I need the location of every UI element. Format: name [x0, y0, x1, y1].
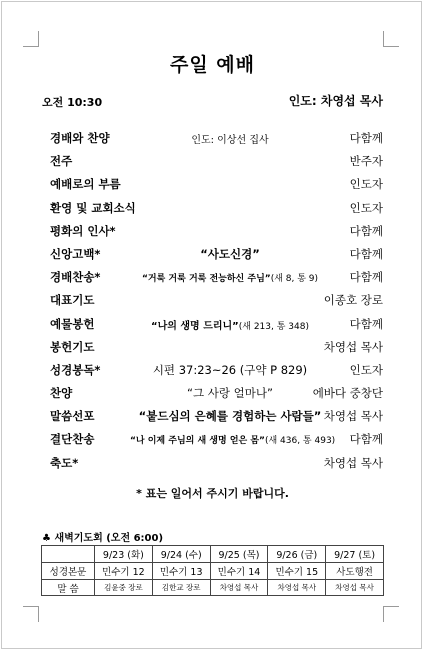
order-row [0, 150, 425, 173]
crop-mark-bottom-left [23, 606, 39, 622]
order-row [0, 173, 425, 196]
date-cell: 9/23 (화) [95, 546, 153, 563]
hymn-number: (새 213, 통 348) [238, 321, 309, 332]
order-item-name: 찬양 [50, 386, 73, 401]
crop-mark-top-left [23, 31, 39, 47]
order-item-leader: 다함께 [349, 131, 383, 145]
order-item-leader: 다함께 [349, 270, 383, 285]
order-row [0, 289, 425, 312]
date-cell: 9/25 (목) [210, 546, 268, 563]
order-item-name: 봉헌기도 [50, 339, 95, 354]
order-item-detail [130, 433, 336, 447]
date-cell: 9/27 (토) [326, 546, 384, 563]
order-of-worship [0, 127, 425, 475]
order-item-leader: 인도자 [349, 200, 383, 215]
order-row [0, 220, 425, 243]
order-item-leader: 에바다 중창단 [312, 386, 383, 401]
preacher-cell: 차영섭 목사 [326, 580, 384, 596]
order-item-leader: 반주자 [349, 154, 383, 169]
date-cell: 9/24 (수) [152, 546, 210, 563]
crop-mark-bottom-right [383, 606, 399, 622]
order-row [0, 336, 425, 359]
order-item-leader: 인도자 [349, 177, 383, 192]
order-item-name: 예물봉헌 [50, 316, 95, 331]
order-item-name: 축도* [50, 455, 79, 470]
order-row [0, 405, 425, 428]
hymn-number: (새 8, 통 9) [270, 274, 318, 285]
order-item-leader: 차영섭 목사 [323, 455, 383, 470]
hymn-title: “나의 생명 드리니” [151, 320, 239, 332]
table-row [42, 563, 384, 580]
order-item-leader: 차영섭 목사 [323, 339, 383, 354]
date-cell: 9/26 (금) [268, 546, 326, 563]
hymn-title: “나 이제 주님의 새 생명 얻은 몸” [130, 436, 265, 447]
order-item-detail: “그 사랑 얼마나” [187, 386, 273, 401]
order-item-leader: 다함께 [349, 432, 383, 447]
order-item-detail [130, 317, 330, 332]
order-item-name: 말씀선포 [50, 409, 95, 424]
scripture-cell: 민수기 12 [95, 563, 153, 580]
order-item-name: 전주 [50, 154, 73, 169]
scripture-cell: 민수기 14 [210, 563, 268, 580]
order-row [0, 359, 425, 382]
dawn-prayer-title: ♣ 새벽기도회 (오전 6:00) [42, 533, 164, 544]
preacher-cell: 김한교 장로 [152, 580, 210, 596]
row-label-scripture: 성경본문 [42, 563, 95, 580]
order-item-detail: 시편 37:23~26 (구약 P 829) [152, 362, 308, 377]
order-item-name: 경배와 찬양 [50, 131, 110, 145]
order-row [0, 382, 425, 405]
order-row [0, 197, 425, 220]
table-corner-cell [42, 546, 95, 563]
order-row [0, 127, 425, 150]
order-item-detail: “사도신경” [200, 246, 260, 261]
page-title: 주일 예배 [169, 54, 256, 76]
preacher-cell: 김윤중 장로 [95, 580, 153, 596]
order-item-detail: “붙드심의 은혜를 경험하는 사람들” [138, 409, 322, 424]
order-item-name: 경배찬송* [50, 270, 101, 285]
scripture-cell: 민수기 15 [268, 563, 326, 580]
order-item-name: 결단찬송 [50, 432, 95, 447]
order-row [0, 428, 425, 451]
hymn-title: “거룩 거룩 거룩 전능하신 주님” [141, 274, 271, 285]
crop-mark-top-right [383, 31, 399, 47]
preacher-cell: 차영섭 목사 [210, 580, 268, 596]
table-row [42, 580, 384, 596]
standing-note: * 표는 일어서 주시기 바랍니다. [136, 487, 289, 500]
order-item-leader: 이종호 장로 [323, 293, 383, 308]
dawn-prayer-table [41, 545, 384, 596]
hymn-number: (새 436, 통 493) [264, 436, 336, 447]
order-row [0, 313, 425, 336]
order-item-leader: 다함께 [349, 246, 383, 261]
preacher-cell: 차영섭 목사 [268, 580, 326, 596]
order-item-leader: 다함께 [349, 316, 383, 331]
order-item-leader: 다함께 [349, 223, 383, 238]
order-item-name: 대표기도 [50, 293, 95, 308]
presider: 인도: 차영섭 목사 [288, 94, 383, 108]
order-item-name: 성경봉독* [50, 362, 101, 377]
scripture-cell: 사도행전 [326, 563, 384, 580]
order-row [0, 452, 425, 475]
order-item-name: 환영 및 교회소식 [50, 200, 136, 215]
order-item-leader: 인도자 [349, 362, 383, 377]
order-item-name: 예배로의 부름 [50, 177, 121, 192]
order-row [0, 243, 425, 266]
order-item-detail: 인도: 이상선 집사 [191, 135, 269, 146]
order-item-leader: 차영섭 목사 [323, 409, 383, 424]
order-row [0, 266, 425, 289]
order-item-name: 신앙고백* [50, 246, 101, 261]
table-row [42, 546, 384, 563]
row-label-preacher: 말 씀 [42, 580, 95, 596]
scripture-cell: 민수기 13 [152, 563, 210, 580]
order-item-name: 평화의 인사* [50, 223, 116, 238]
service-time: 오전 10:30 [42, 96, 103, 109]
order-item-detail [130, 271, 330, 284]
